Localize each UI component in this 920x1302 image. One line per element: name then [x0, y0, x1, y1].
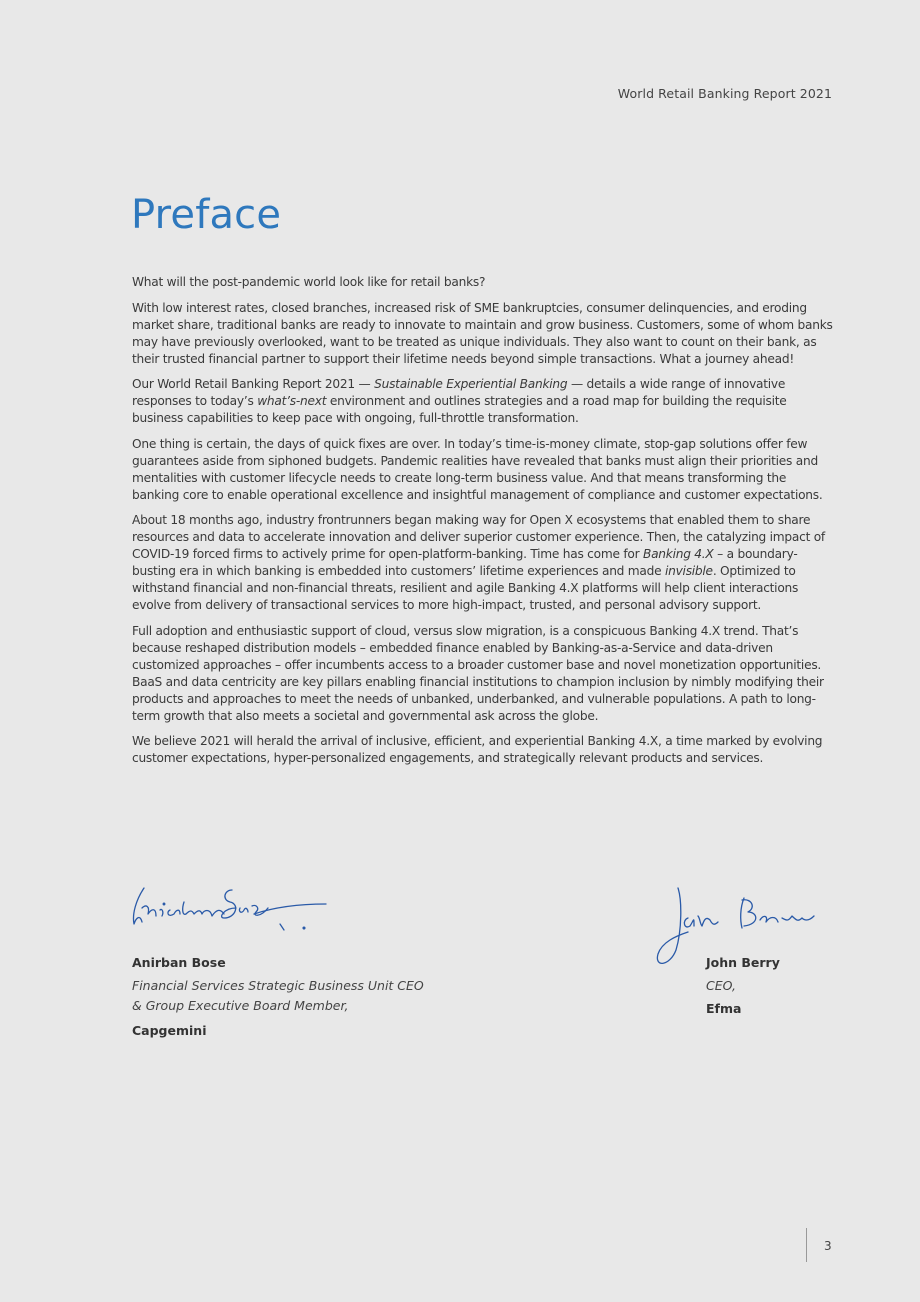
- signatory-organization: Capgemini: [132, 1023, 207, 1038]
- signatory-organization: Efma: [706, 1001, 742, 1016]
- text-span: Our World Retail Banking Report 2021 —: [132, 377, 375, 391]
- paragraph-5: [132, 512, 836, 614]
- signatory-role-line-1: Financial Services Strategic Business Unit CEO: [132, 978, 424, 993]
- signatory-role: [132, 976, 424, 1016]
- text-span: About 18 months ago, industry frontrunners began making way for Open X ecosystems that enabled them to share resources and data to accelerate innovation and deliver superior customer experience. Then, the catalyzing impact of COVID-19 forced firms to actively prime for open-platform-banking. Time has come for: [132, 513, 825, 561]
- paragraph-4: One thing is certain, the days of quick fixes are over. In today’s time-is-money climate, stop-gap solutions offer few guarantees aside from siphoned budgets. Pandemic realities have revealed that banks must align their priorities and mentalities with customer lifecycle needs to create long-term business value. And that means transforming the banking core to enable operational excellence and insightful management of compliance and customer expectations.: [132, 436, 823, 502]
- preface-body: [132, 274, 836, 776]
- report-header-title: World Retail Banking Report 2021: [617, 86, 832, 101]
- page-number: 3: [824, 1239, 832, 1253]
- paragraph-3: [132, 376, 836, 427]
- page-title: Preface: [131, 192, 282, 238]
- signatory-name: Anirban Bose: [132, 955, 226, 970]
- text-span: — details a wide range of innovative responses to today’s: [132, 377, 786, 408]
- signatory-role-line-2: & Group Executive Board Member,: [132, 998, 349, 1013]
- page-number-divider: [806, 1228, 807, 1262]
- anirban-bose-signature: [128, 878, 333, 948]
- report-subtitle-emphasis: Sustainable Experiential Banking: [374, 377, 568, 391]
- text-span: . Optimized to withstand financial and non-financial threats, resilient and agile Banking 4.X platforms will help client interactions evolve from delivery of transactional services to more high-impact, trusted, and personal advisory support.: [132, 564, 799, 612]
- paragraph-1: What will the post-pandemic world look like for retail banks?: [132, 275, 486, 289]
- paragraph-2: With low interest rates, closed branches, increased risk of SME bankruptcies, consumer delinquencies, and eroding market share, traditional banks are ready to innovate to maintain and grow business. Customers, some of whom banks may have previously overlooked, want to be treated as unique individuals. They also want to count on their bank, as their trusted financial partner to support their lifetime needs beyond simple transactions. What a journey ahead!: [132, 300, 833, 366]
- banking-4x-emphasis: Banking 4.X: [642, 547, 714, 561]
- paragraph-6: Full adoption and enthusiastic support of cloud, versus slow migration, is a conspicuous Banking 4.X trend. That’s because reshaped distribution models – embedded finance enabled by Banking-as-a-Service and data-driven customized approaches – offer incumbents access to a broader customer base and novel monetization opportunities. BaaS and data centricity are key pillars enabling financial institutions to champion inclusion by nimbly modifying their products and approaches to meet the needs of unbanked, underbanked, and vulnerable populations. A path to long-term growth that also meets a societal and governmental ask across the globe.: [132, 623, 824, 723]
- whats-next-emphasis: what’s-next: [257, 394, 327, 408]
- text-span: – a boundary-busting era in which banking is embedded into customers’ lifetime experiences and made: [132, 547, 798, 578]
- signatory-left: [132, 953, 424, 1041]
- paragraph-7: We believe 2021 will herald the arrival of inclusive, efficient, and experiential Banking 4.X, a time marked by evolving customer expectations, hyper-personalized engagements, and strategically relevant products and services.: [132, 734, 823, 765]
- signatory-right: [706, 953, 780, 1019]
- text-span: environment and outlines strategies and a road map for building the requisite business capabilities to keep pace with ongoing, full-throttle transformation.: [132, 394, 787, 425]
- invisible-emphasis: invisible: [664, 564, 713, 578]
- signatory-name: John Berry: [706, 955, 780, 970]
- signatory-role: CEO,: [706, 978, 736, 993]
